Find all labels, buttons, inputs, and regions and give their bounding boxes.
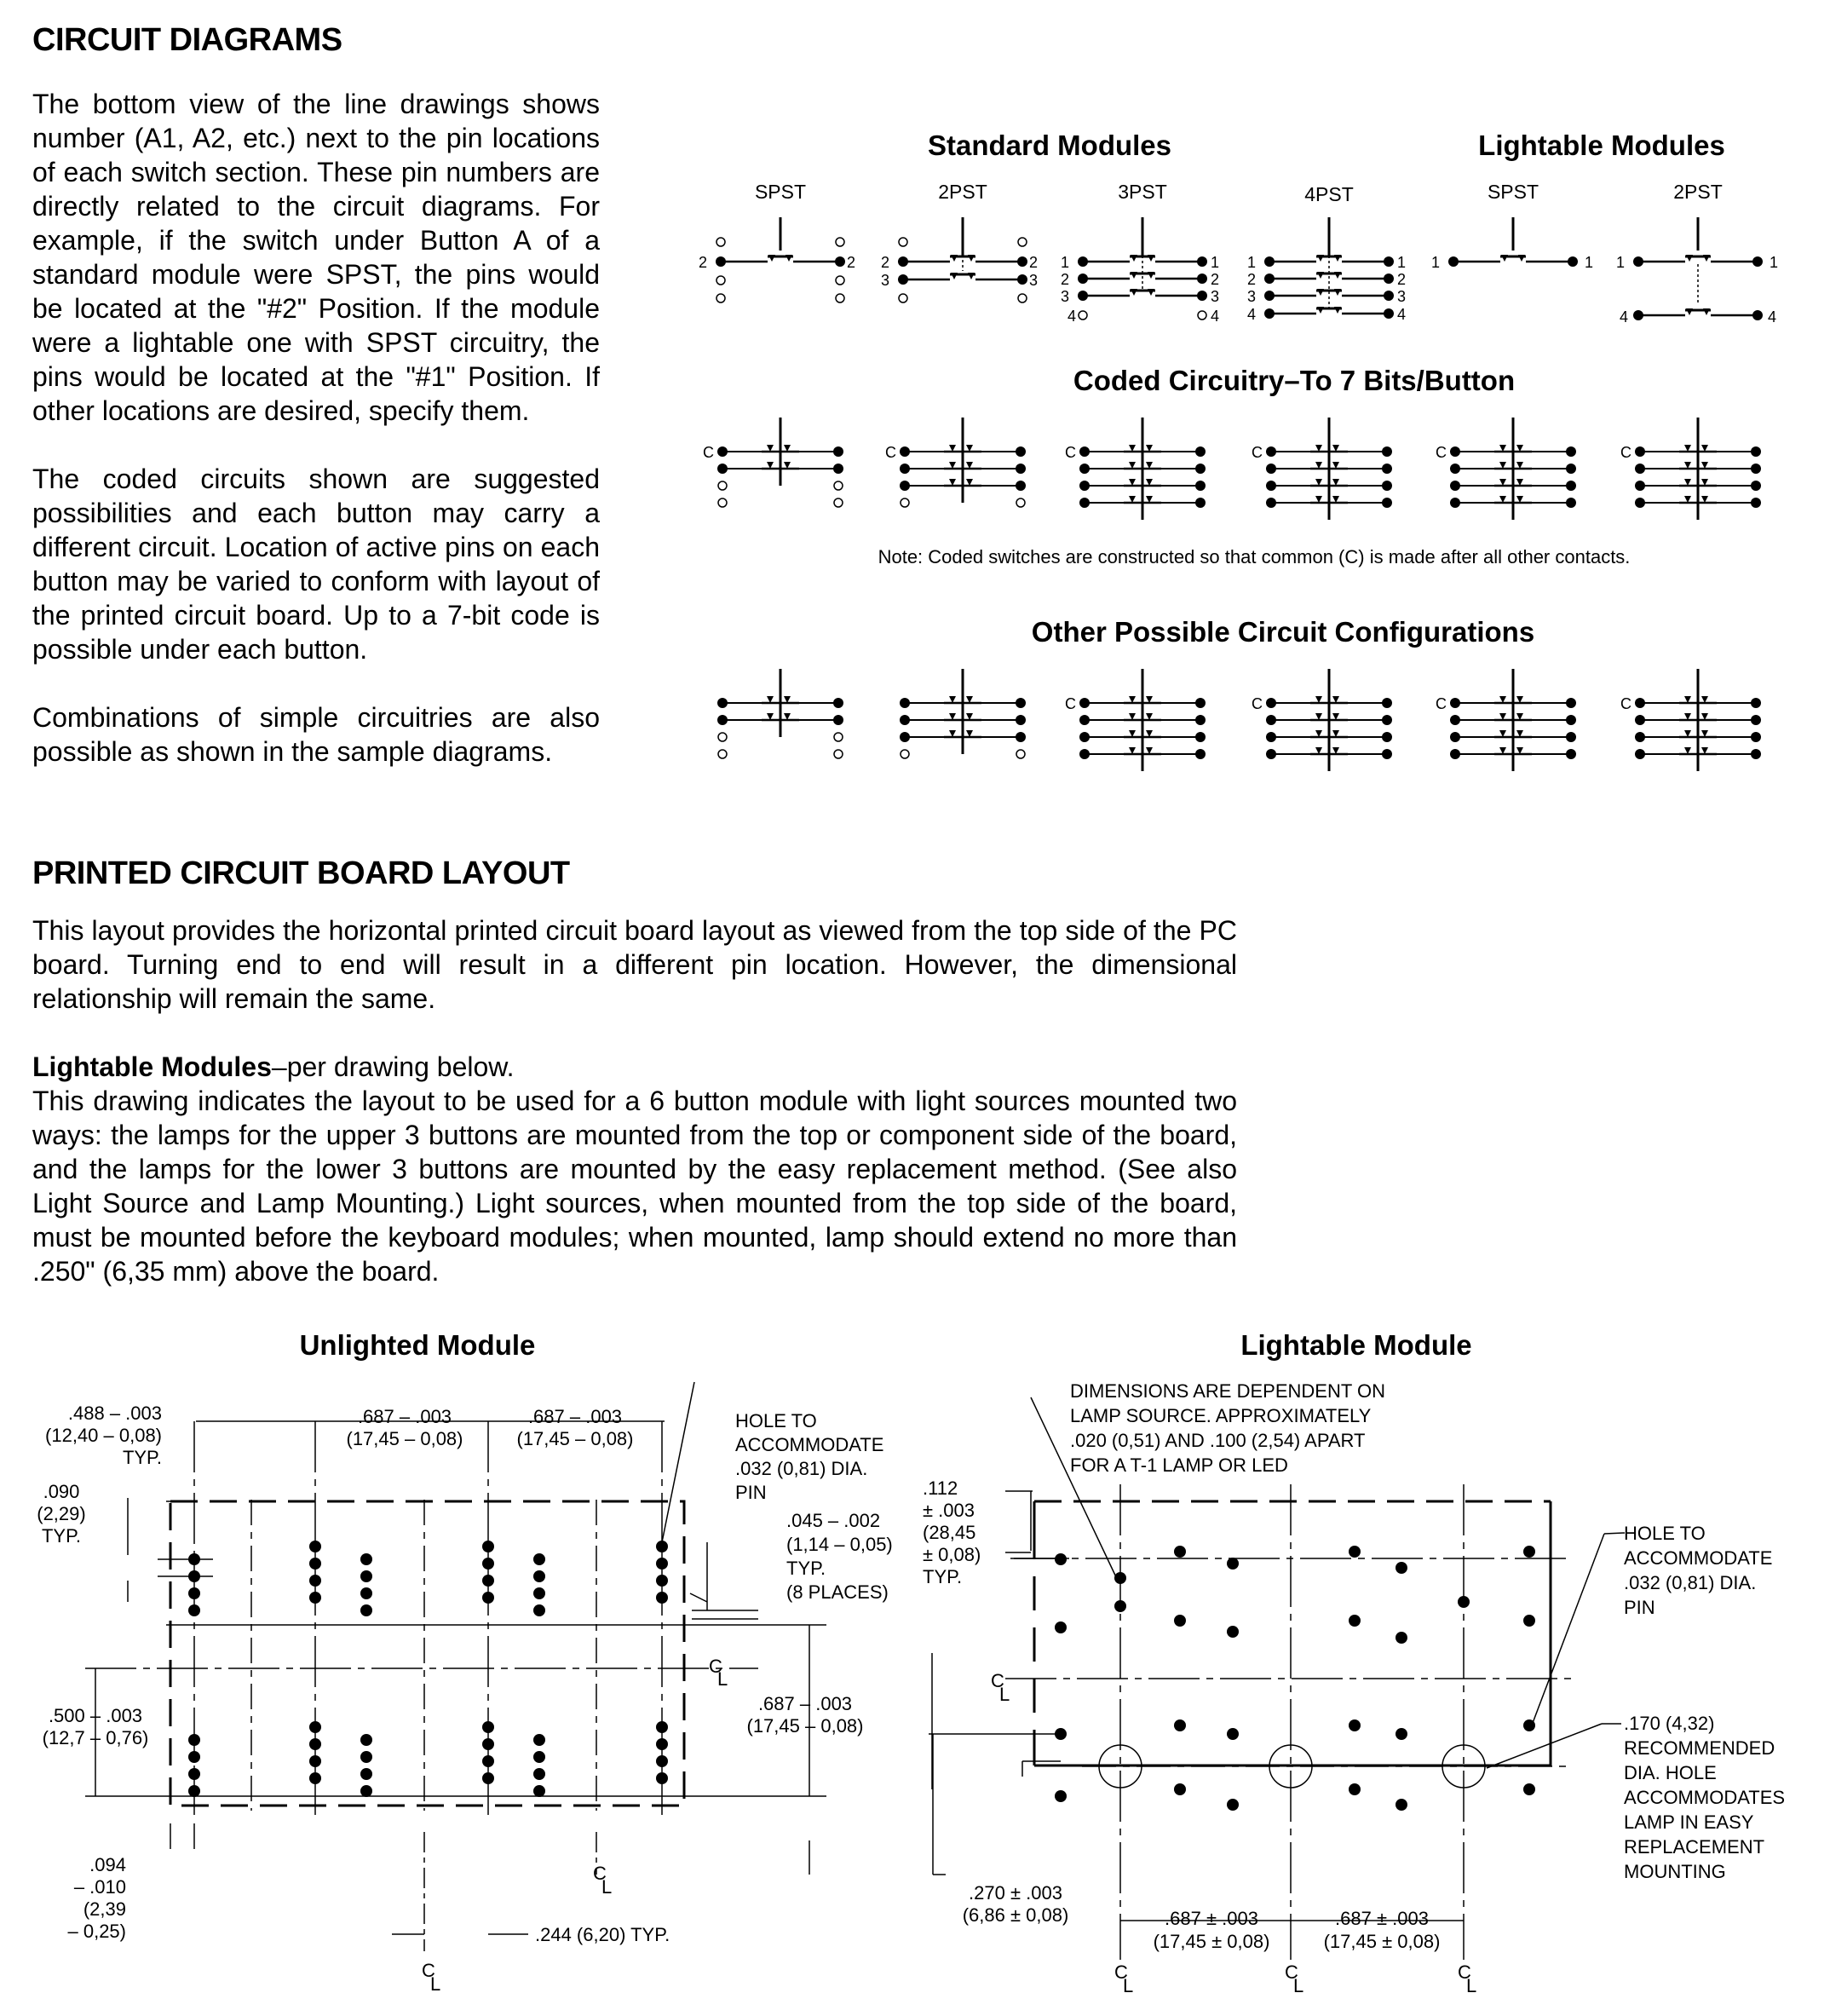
- pin-dot: [360, 1768, 372, 1780]
- pin-dot: [1114, 1600, 1126, 1612]
- pin-dot: [1227, 1626, 1239, 1638]
- coded-note: Note: Coded switches are constructed so that common (C) is made after all other contacts.: [878, 546, 1631, 567]
- circuit-glyph: [1620, 669, 1761, 771]
- pin-dot: [309, 1592, 321, 1604]
- dim-label: TYP.: [786, 1558, 826, 1579]
- dim-label: .500 – .003: [48, 1705, 143, 1726]
- pin-dot: [482, 1541, 494, 1552]
- pin-dot: [656, 1558, 668, 1570]
- dim-label: .045 – .002: [786, 1510, 881, 1531]
- pin-label: 2: [880, 254, 889, 271]
- pin-dot: [1396, 1799, 1407, 1811]
- pin-label: 4: [1619, 308, 1628, 325]
- pin-dot: [482, 1755, 494, 1767]
- centerline-c: C: [1458, 1961, 1471, 1983]
- 2pst-circuit: [881, 217, 1038, 302]
- dim-label: (17,45 ± 0,08): [1153, 1931, 1270, 1952]
- paragraph: Combinations of simple circuitries are also possible as shown in the sample diagrams.: [32, 702, 600, 767]
- pin-label: 1: [1060, 254, 1069, 271]
- pin-dot: [1055, 1621, 1067, 1633]
- circuit-glyph: [1252, 669, 1392, 771]
- pin-label: C: [1252, 695, 1263, 712]
- dim-label: TYP.: [122, 1447, 162, 1468]
- circuit-glyph: [1065, 669, 1206, 771]
- lead-bold: Lightable Modules: [32, 1051, 272, 1082]
- pin-label: 4: [1067, 308, 1076, 325]
- dim-label: – .010: [73, 1876, 126, 1898]
- coded-circuitry-title: Coded Circuitry–To 7 Bits/Button: [1073, 365, 1516, 396]
- unlighted-title: Unlighted Module: [299, 1329, 536, 1361]
- label-4pst: 4PST: [1304, 183, 1354, 205]
- pin-dot: [309, 1575, 321, 1587]
- pin-label: 1: [1615, 254, 1625, 271]
- pin-dot: [656, 1721, 668, 1733]
- pin-dot: [1523, 1783, 1535, 1795]
- pin-dot: [533, 1751, 545, 1763]
- pin-label: 4: [1211, 308, 1220, 325]
- pin-label: 2: [1029, 254, 1039, 271]
- pin-dot: [1174, 1615, 1186, 1627]
- circuit-glyph: [703, 418, 843, 507]
- 3pst-circuit: [1061, 217, 1219, 325]
- dim-label: (6,86 ± 0,08): [962, 1904, 1069, 1926]
- 4pst-circuit: [1247, 217, 1406, 323]
- dim-label: .687 ± .003: [1335, 1908, 1429, 1929]
- pin-dot: [1396, 1728, 1407, 1740]
- pin-label: C: [703, 444, 714, 461]
- pin-label: 1: [1397, 254, 1407, 271]
- spst-circuit: [699, 217, 855, 302]
- dim-label: (2,29): [37, 1503, 86, 1524]
- pin-dot: [533, 1768, 545, 1780]
- pin-dot: [1055, 1790, 1067, 1802]
- dim-label: .094: [89, 1854, 126, 1875]
- pin-dot: [1055, 1553, 1067, 1565]
- pin-label: 3: [1060, 288, 1069, 305]
- pin-dot: [188, 1553, 200, 1565]
- note-label: DIMENSIONS ARE DEPENDENT ON: [1070, 1380, 1385, 1402]
- dim-label: (17,45 ± 0,08): [1323, 1931, 1441, 1952]
- pin-dot: [656, 1755, 668, 1767]
- pin-dot: [188, 1785, 200, 1797]
- pin-label: C: [1252, 444, 1263, 461]
- pin-dot: [482, 1738, 494, 1750]
- label-lightable-spst: SPST: [1487, 181, 1539, 203]
- hole-label: ACCOMMODATE: [735, 1434, 884, 1455]
- pin-dot: [309, 1772, 321, 1784]
- other-circuits-row: [717, 669, 1761, 771]
- circuit-diagrams-figure: [0, 0, 1830, 801]
- pin-dot: [1349, 1615, 1361, 1627]
- centerline-l: L: [1466, 1975, 1477, 1996]
- pin-dot: [309, 1541, 321, 1552]
- pin-dot: [188, 1587, 200, 1599]
- pin-dot: [1523, 1719, 1535, 1731]
- dim-label: .488 – .003: [67, 1403, 162, 1424]
- pin-dot: [1174, 1546, 1186, 1558]
- pin-dot: [360, 1604, 372, 1616]
- pin-label: 2: [698, 254, 707, 271]
- pin-dot: [1523, 1615, 1535, 1627]
- dim-label: ± 0,08): [923, 1544, 981, 1565]
- centerline-l: L: [717, 1668, 728, 1690]
- pin-label: 1: [1770, 254, 1779, 271]
- pin-dot: [482, 1558, 494, 1570]
- pin-dot: [482, 1592, 494, 1604]
- pin-dot: [360, 1734, 372, 1746]
- dim-label: (17,45 – 0,08): [746, 1715, 864, 1737]
- pin-dot: [482, 1575, 494, 1587]
- pin-label: 4: [1768, 308, 1777, 325]
- pin-dot: [309, 1721, 321, 1733]
- dim-label: TYP.: [923, 1566, 963, 1587]
- dim-label: (17,45 – 0,08): [346, 1428, 463, 1449]
- centerline-l: L: [999, 1684, 1010, 1705]
- coded-circuits-row: [703, 418, 1761, 520]
- dim-label: .270 ± .003: [969, 1882, 1062, 1904]
- pin-label: 3: [1397, 288, 1407, 305]
- pin-dot: [188, 1570, 200, 1582]
- dim-label: .687 – .003: [757, 1693, 853, 1714]
- pin-label: 3: [880, 272, 889, 289]
- pin-label: 2: [1397, 271, 1407, 288]
- pin-dot: [656, 1592, 668, 1604]
- dim-label: (12,40 – 0,08): [45, 1425, 162, 1446]
- pin-dot: [309, 1558, 321, 1570]
- pin-dot: [188, 1751, 200, 1763]
- dim-label: .687 – .003: [527, 1406, 623, 1427]
- lightable-module-drawing: [920, 1312, 1830, 2016]
- label-2pst: 2PST: [938, 181, 987, 203]
- pin-dot: [1523, 1546, 1535, 1558]
- dim-label: LAMP IN EASY: [1624, 1812, 1754, 1833]
- pin-dot: [1349, 1719, 1361, 1731]
- dim-label: REPLACEMENT: [1624, 1836, 1765, 1858]
- dim-label: .687 – .003: [357, 1406, 452, 1427]
- lightable-modules-lead: [32, 1050, 1237, 1084]
- dim-label: DIA. HOLE: [1624, 1762, 1717, 1783]
- dim-label: .090: [43, 1481, 80, 1502]
- pin-dot: [1349, 1546, 1361, 1558]
- pin-label: C: [1436, 695, 1447, 712]
- dim-label: ± .003: [923, 1500, 975, 1521]
- hole-label: .032 (0,81) DIA.: [735, 1458, 868, 1479]
- centerline-l: L: [1293, 1975, 1304, 1996]
- hole-label: PIN: [1624, 1597, 1655, 1618]
- dim-label: .244 (6,20) TYP.: [535, 1924, 670, 1945]
- pin-label: 2: [847, 254, 856, 271]
- paragraph: The bottom view of the line drawings shows number (A1, A2, etc.) next to the pin locations of each switch section. These pin numbers are directly related to the circuit diagrams. For example, if the switch under Button A of a standard module were SPST, the pins would be located at the "#2" Position. If the module were a lightable one with SPST circuitry, the pins would be located at the "#1" Position. If other locations are desired, specify them.: [32, 89, 600, 426]
- dim-label: (2,39: [83, 1898, 126, 1920]
- pin-label: 1: [1246, 254, 1256, 271]
- pin-dot: [360, 1751, 372, 1763]
- circuit-diagrams-heading: CIRCUIT DIAGRAMS: [32, 22, 342, 58]
- pin-label: 2: [1060, 271, 1069, 288]
- dim-label: (1,14 – 0,05): [786, 1534, 893, 1555]
- pin-dot: [309, 1738, 321, 1750]
- pin-dot: [1227, 1728, 1239, 1740]
- pin-dot: [533, 1587, 545, 1599]
- dim-label: (8 PLACES): [786, 1581, 889, 1603]
- pin-dot: [188, 1768, 200, 1780]
- circuit-glyph: [1252, 418, 1392, 520]
- circuit-glyph: [1620, 418, 1761, 520]
- pin-label: C: [1436, 444, 1447, 461]
- lightable-spst-circuit: [1431, 217, 1593, 271]
- pin-label: C: [885, 444, 896, 461]
- pin-dot: [656, 1575, 668, 1587]
- centerline-c: C: [991, 1670, 1004, 1691]
- dim-label: .687 ± .003: [1165, 1908, 1258, 1929]
- circuit-glyph: [1436, 669, 1576, 771]
- pin-dot: [1396, 1632, 1407, 1644]
- pin-dot: [533, 1570, 545, 1582]
- pin-label: 3: [1246, 288, 1256, 305]
- circuit-glyph: [1065, 418, 1206, 520]
- pin-label: 2: [1246, 271, 1256, 288]
- label-lightable-2pst: 2PST: [1673, 181, 1723, 203]
- hole-label: ACCOMMODATE: [1624, 1547, 1773, 1569]
- pin-dot: [533, 1785, 545, 1797]
- pin-dot: [1396, 1562, 1407, 1574]
- pin-dot: [1227, 1558, 1239, 1570]
- circuit-glyph: [1436, 418, 1576, 520]
- pin-dot: [656, 1541, 668, 1552]
- centerline-c: C: [709, 1656, 722, 1677]
- pin-dot: [1174, 1783, 1186, 1795]
- centerline-c: C: [1285, 1961, 1298, 1983]
- dim-label: MOUNTING: [1624, 1861, 1726, 1882]
- centerline-l: L: [430, 1973, 441, 1995]
- pin-dot: [360, 1553, 372, 1565]
- pin-label: 2: [1211, 271, 1220, 288]
- dim-label: ACCOMMODATES: [1624, 1787, 1786, 1808]
- circuit-glyph: [885, 418, 1026, 507]
- pin-label: 4: [1397, 306, 1407, 323]
- pcb-layout-text: This layout provides the horizontal printed circuit board layout as viewed from the top side of the PC board. Turning end to end will result in a different pin location. However, the dimensional relationship will remain the same.: [32, 915, 1237, 1014]
- label-spst: SPST: [754, 181, 807, 203]
- circuit-glyph: [900, 669, 1026, 758]
- pin-dot: [656, 1738, 668, 1750]
- pin-dot: [309, 1755, 321, 1767]
- pin-label: C: [1065, 444, 1076, 461]
- centerline-c: C: [593, 1863, 607, 1884]
- pin-dot: [188, 1604, 200, 1616]
- note-label: .020 (0,51) AND .100 (2,54) APART: [1070, 1430, 1366, 1451]
- pin-label: 3: [1211, 288, 1220, 305]
- label-3pst: 3PST: [1118, 181, 1167, 203]
- centerline-c: C: [1114, 1961, 1128, 1983]
- dim-label: RECOMMENDED: [1624, 1737, 1775, 1759]
- pin-label: C: [1065, 695, 1076, 712]
- pin-dot: [482, 1772, 494, 1784]
- other-configurations-title: Other Possible Circuit Configurations: [1031, 616, 1535, 648]
- lightable-modules-title: Lightable Modules: [1478, 130, 1725, 161]
- pin-dot: [1349, 1783, 1361, 1795]
- pin-label: C: [1620, 695, 1631, 712]
- hole-label: HOLE TO: [1624, 1523, 1706, 1544]
- pin-label: 4: [1246, 306, 1256, 323]
- pin-dot: [1174, 1719, 1186, 1731]
- centerline-c: C: [422, 1960, 435, 1981]
- pin-dot: [1458, 1596, 1470, 1608]
- dim-label: .112: [923, 1477, 958, 1499]
- lead-rest: –per drawing below.: [271, 1051, 515, 1082]
- centerline-l: L: [601, 1876, 613, 1898]
- lightable-modules-text: This drawing indicates the layout to be used for a 6 button module with light sources mounted two ways: the lamps for the upper 3 buttons are mounted from the top or component side of the board, and the lamps for the lower 3 buttons are mounted by the easy replacement method. (See also Light Source and Lamp Mounting.) Light sources, when mounted from the top side of the board, must be mounted before the keyboard modules; when mounted, lamp should extend no more than .250" (6,35 mm) above the board.: [32, 1086, 1237, 1287]
- dim-label: (17,45 – 0,08): [516, 1428, 634, 1449]
- pcb-layout-heading: PRINTED CIRCUIT BOARD LAYOUT: [32, 855, 570, 891]
- note-label: FOR A T-1 LAMP OR LED: [1070, 1454, 1288, 1476]
- pin-dot: [482, 1721, 494, 1733]
- hole-label: PIN: [735, 1482, 767, 1503]
- pin-dot: [533, 1734, 545, 1746]
- pin-label: 1: [1211, 254, 1220, 271]
- centerline-l: L: [1123, 1975, 1134, 1996]
- hole-label: HOLE TO: [735, 1410, 817, 1431]
- pin-dot: [360, 1587, 372, 1599]
- pin-label: 1: [1430, 254, 1440, 271]
- standard-modules-title: Standard Modules: [927, 130, 1172, 161]
- unlighted-module-drawing: [0, 1312, 920, 2016]
- pin-dot: [360, 1785, 372, 1797]
- dim-label: TYP.: [41, 1525, 82, 1547]
- hole-label: .032 (0,81) DIA.: [1624, 1572, 1757, 1593]
- pin-dot: [188, 1734, 200, 1746]
- pin-dot: [1114, 1572, 1126, 1584]
- pin-dot: [533, 1604, 545, 1616]
- pin-dot: [533, 1553, 545, 1565]
- dim-label: (12,7 – 0,76): [42, 1727, 149, 1748]
- paragraph: The coded circuits shown are suggested possibilities and each button may carry a different circuit. Location of active pins on each button may be varied to conform with layout of the printed circuit board. Up to a 7-bit code is possible under each button.: [32, 464, 600, 665]
- lightable-2pst-circuit: [1616, 217, 1778, 325]
- pin-dot: [360, 1570, 372, 1582]
- circuit-glyph: [717, 669, 843, 758]
- dim-label: (28,45: [923, 1522, 976, 1543]
- pin-dot: [1227, 1799, 1239, 1811]
- pin-label: 3: [1029, 272, 1039, 289]
- dim-label: .170 (4,32): [1624, 1713, 1715, 1734]
- note-label: LAMP SOURCE. APPROXIMATELY: [1070, 1405, 1372, 1426]
- lightable-title: Lightable Module: [1240, 1329, 1472, 1361]
- dim-label: – 0,25): [67, 1921, 126, 1942]
- pin-label: 1: [1585, 254, 1594, 271]
- pin-dot: [1055, 1728, 1067, 1740]
- pin-label: C: [1620, 444, 1631, 461]
- pin-dot: [656, 1772, 668, 1784]
